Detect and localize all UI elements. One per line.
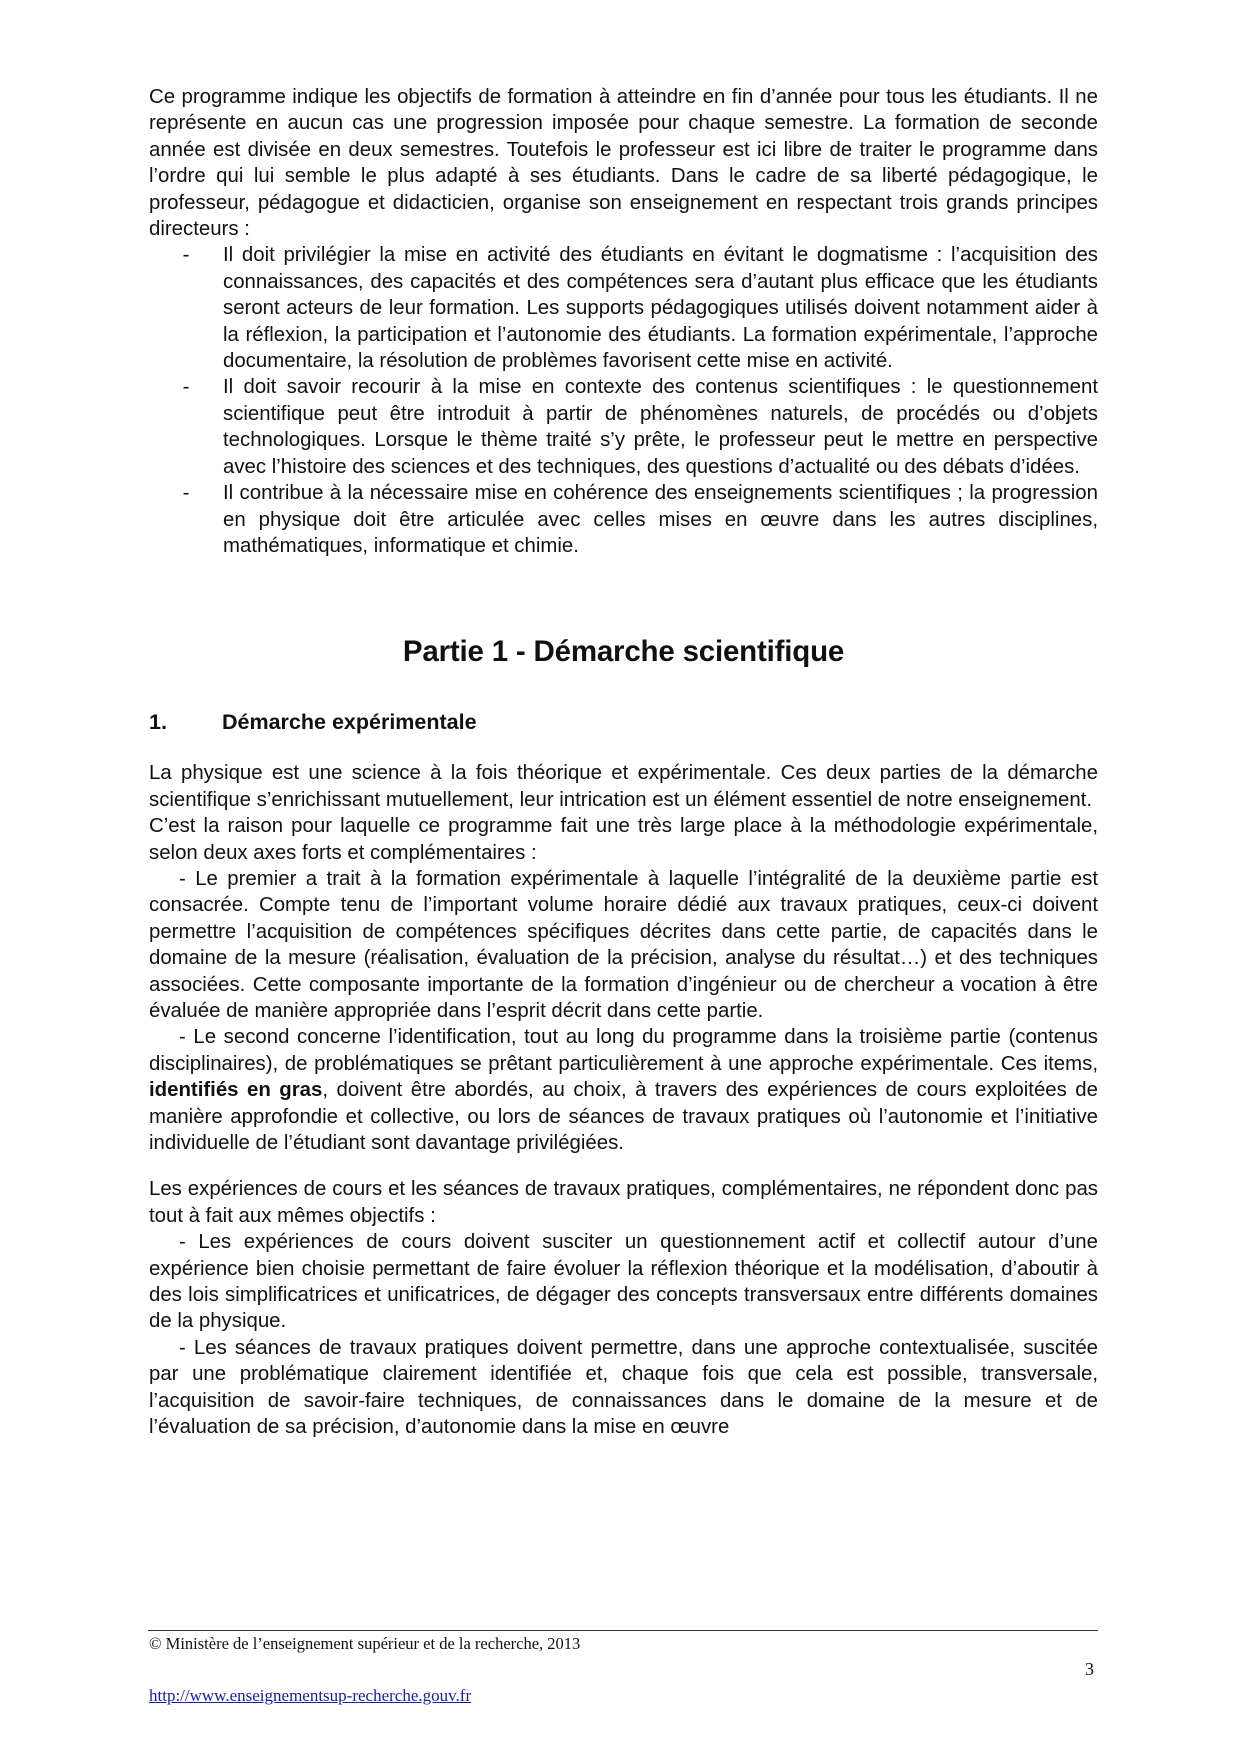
section-heading bbox=[149, 708, 1098, 736]
text-run: , doivent être abordés, au choix, à travers des expériences de cours exploitées de manière approfondie et collective, ou lors de séances de travaux pratiques où l’autonomie et l’initiative individuelle de l’étudiant sont davantage privilégiées. bbox=[149, 1079, 1098, 1154]
body-paragraph: La physique est une science à la fois théorique et expérimentale. Ces deux parties de la démarche scientifique s’enrichissant mutuellement, leur intrication est un élément essentiel de notre enseignement. bbox=[149, 762, 1098, 811]
bullet-dash: - bbox=[182, 376, 190, 399]
section-title: Démarche expérimentale bbox=[222, 710, 477, 735]
page-content bbox=[149, 84, 1098, 1440]
page-number: 3 bbox=[1085, 1659, 1094, 1679]
intro-paragraph: Ce programme indique les objectifs de formation à atteindre en fin d’année pour tous les étudiants. Il ne représente en aucun cas une progression imposée pour chaque semestre. La formation de seconde année est divisée en deux semestres. Toutefois le professeur est ici libre de traiter le programme dans l’ordre qui lui semble le plus adapté à ses étudiants. Dans le cadre de sa liberté pédagogique, le professeur, pédagogue et didacticien, organise son enseignement en respectant trois grands principes directeurs : bbox=[149, 86, 1098, 241]
bold-text-run: identifiés en gras bbox=[149, 1079, 323, 1102]
footer-divider bbox=[148, 1630, 1098, 1631]
part-title: Partie 1 - Démarche scientifique bbox=[402, 635, 845, 669]
body-paragraph-cours: - Les expériences de cours doivent susciter un questionnement actif et collectif autour d’une expérience bien choisie permettant de faire évoluer la réflexion théorique et la modélisation, d’aboutir à des lois simplificatrices et unificatrices, de dégager des concepts transversaux entre différents domaines de la physique. bbox=[149, 1231, 1098, 1333]
principle-item bbox=[149, 480, 1098, 559]
footer-copyright: © Ministère de l’enseignement supérieur et de la recherche, 2013 bbox=[149, 1634, 581, 1653]
bullet-dash: - bbox=[182, 244, 190, 267]
body-paragraph-axis-2 bbox=[149, 1024, 1098, 1156]
section-number: 1. bbox=[149, 710, 167, 735]
principle-text: Il doit savoir recourir à la mise en contexte des contenus scientifiques : le questionnement scientifique peut être introduit à partir de phénomènes naturels, de procédés ou d’objets technologiques. Lorsque le thème traité s’y prête, le professeur peut le mettre en perspective avec l’histoire des sciences et des techniques, des questions d’actualité ou des débats d’idées. bbox=[223, 376, 1098, 478]
principle-item bbox=[149, 242, 1098, 374]
footer-url-link[interactable]: http://www.enseignementsup-recherche.gouv.fr bbox=[149, 1686, 472, 1705]
principle-text: Il doit privilégier la mise en activité des étudiants en évitant le dogmatisme : l’acquisition des connaissances, des capacités et des compétences sera d’autant plus efficace que les étudiants seront acteurs de leur formation. Les supports pédagogiques utilisés doivent notamment aider à la réflexion, la participation et l’autonomie des étudiants. La formation expérimentale, l’approche documentaire, la résolution de problèmes favorisent cette mise en activité. bbox=[223, 244, 1098, 373]
body-paragraph-tp: - Les séances de travaux pratiques doivent permettre, dans une approche contextualisée, suscitée par une problématique clairement identifiée et, chaque fois que cela est possible, transversale, l’acquisition de savoir-faire techniques, de connaissances dans le domaine de la mesure et de l’évaluation de sa précision, d’autonomie dans la mise en œuvre bbox=[149, 1336, 1098, 1439]
bullet-dash: - bbox=[182, 482, 190, 505]
principle-text: Il contribue à la nécessaire mise en cohérence des enseignements scientifiques ; la progression en physique doit être articulée avec celles mises en œuvre dans les autres disciplines, mathématiques, informatique et chimie. bbox=[223, 482, 1098, 557]
body-paragraph: C’est la raison pour laquelle ce programme fait une très large place à la méthodologie expérimentale, selon deux axes forts et complémentaires : bbox=[149, 815, 1098, 864]
principle-item bbox=[149, 374, 1098, 480]
body-paragraph-axis-1: - Le premier a trait à la formation expérimentale à laquelle l’intégralité de la deuxième partie est consacrée. Compte tenu de l’important volume horaire dédié aux travaux pratiques, ceux-ci doivent permettre l’acquisition de compétences spécifiques décrites dans cette partie, de capacités dans le domaine de la mesure (réalisation, évaluation de la précision, analyse du résultat…) et des techniques associées. Cette composante importante de la formation d’ingénieur ou de chercheur a vocation à être évaluée de manière appropriée dans l’esprit décrit dans cette partie. bbox=[149, 867, 1098, 1022]
text-run: - Le second concerne l’identification, tout au long du programme dans la troisième partie (contenus disciplinaires), de problématiques se prêtant particulièrement à une approche expérimentale. Ces items, bbox=[149, 1026, 1098, 1075]
body-paragraph: Les expériences de cours et les séances de travaux pratiques, complémentaires, ne répondent donc pas tout à fait aux mêmes objectifs : bbox=[149, 1178, 1098, 1227]
